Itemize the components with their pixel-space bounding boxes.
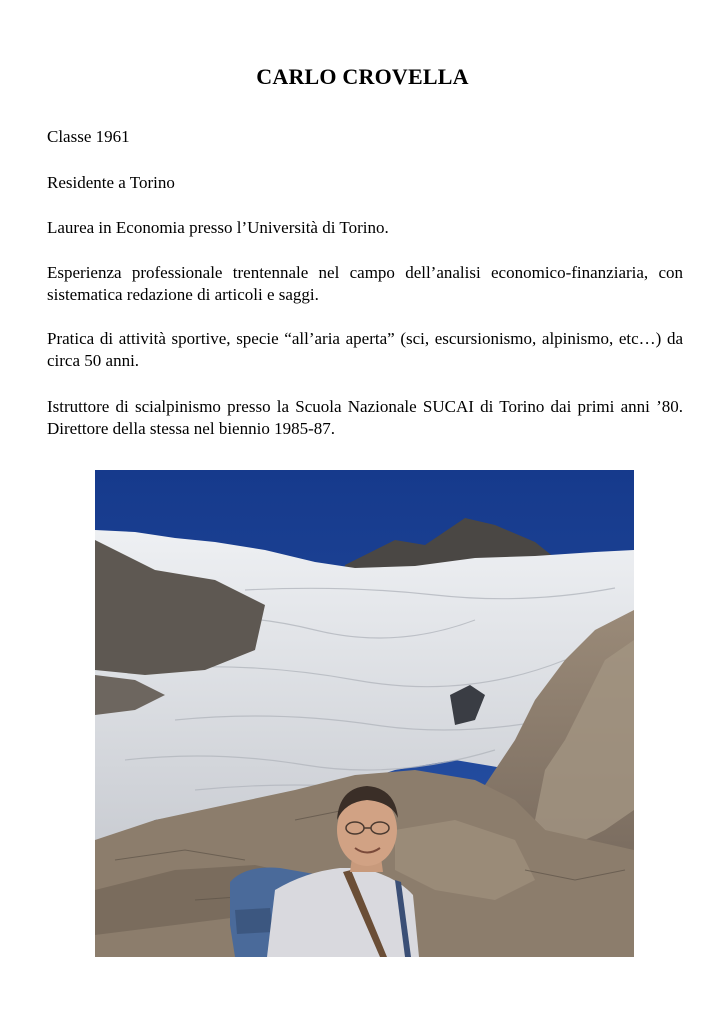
paragraph-sports: Pratica di attività sportive, specie “all’aria aperta” (sci, escursionismo, alpinismo, etc…) da circa 50 anni. <box>47 329 683 370</box>
paragraph-experience: Esperienza professionale trentennale nel campo dell’analisi economico-finanziaria, con sistematica redazione di articoli e saggi. <box>47 263 683 304</box>
paragraph-instructor: Istruttore di scialpinismo presso la Scuola Nazionale SUCAI di Torino dai primi anni ’80. Direttore della stessa nel biennio 1985-87. <box>47 397 683 438</box>
paragraph-residence: Residente a Torino <box>47 173 175 192</box>
page-title: CARLO CROVELLA <box>256 64 469 89</box>
portrait-photo <box>95 470 634 957</box>
paragraph-degree: Laurea in Economia presso l’Università di Torino. <box>47 218 389 237</box>
paragraph-birth-year: Classe 1961 <box>47 127 130 146</box>
